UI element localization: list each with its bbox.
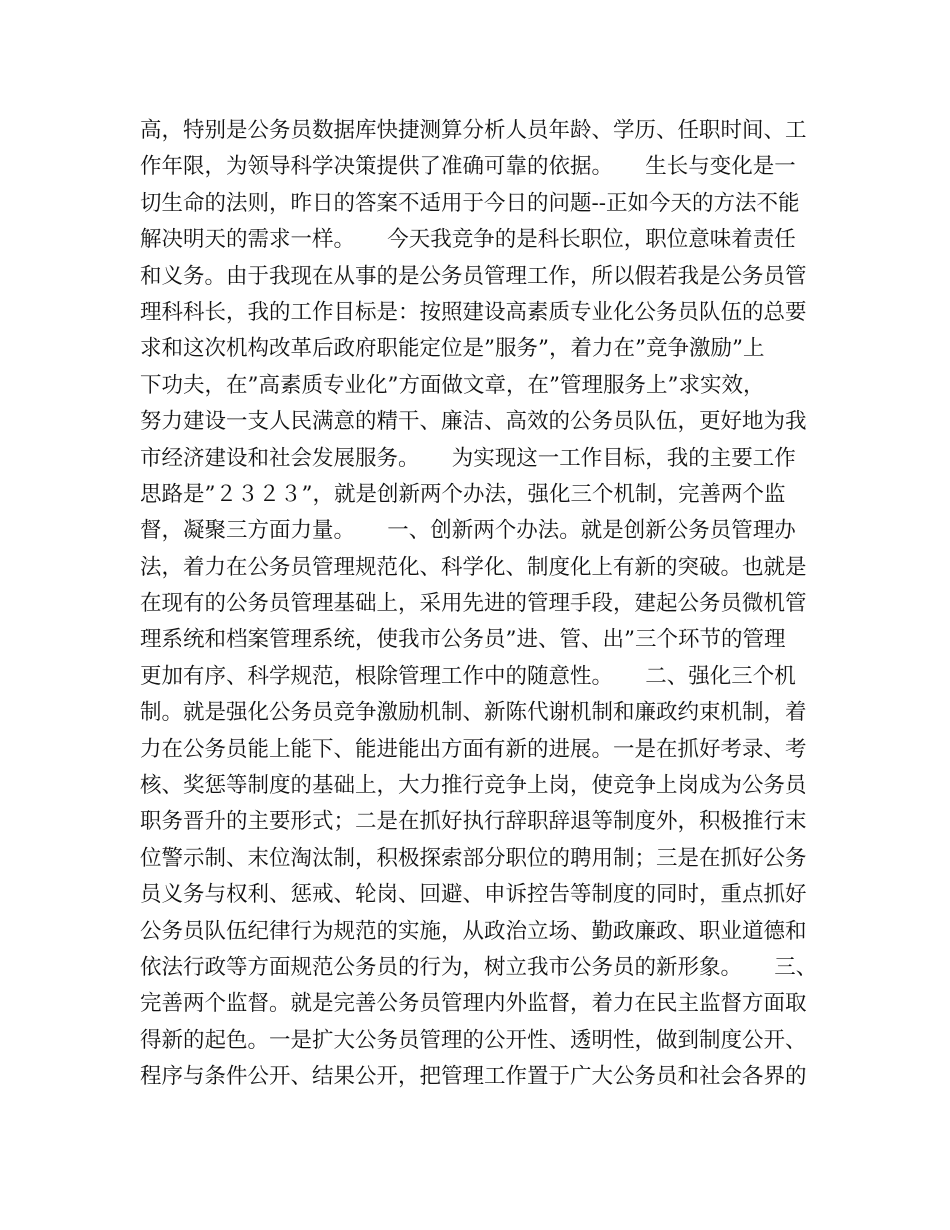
text-line: 完善两个监督。就是完善公务员管理内外监督，着力在民主监督方面取 (140, 991, 807, 1017)
text-line: 理系统和档案管理系统，使我市公务员”进、管、出”三个环节的管理 (140, 627, 786, 653)
text-line: 公务员队伍纪律行为规范的实施，从政治立场、勤政廉政、职业道德和 (140, 918, 807, 944)
text-line: 思路是”２３２３”，就是创新两个办法，强化三个机制，完善两个监 (140, 481, 786, 507)
text-line: 在现有的公务员管理基础上，采用先进的管理手段，建起公务员微机管 (140, 591, 807, 617)
text-line: 解决明天的需求一样。 今天我竞争的是科长职位，职位意味着责任 (140, 227, 796, 253)
text-line: 市经济建设和社会发展服务。 为实现这一工作目标，我的主要工作 (140, 445, 796, 471)
text-line: 员义务与权利、惩戒、轮岗、回避、申诉控告等制度的同时，重点抓好 (140, 882, 807, 908)
text-line: 求和这次机构改革后政府职能定位是”服务”，着力在”竞争激励”上 (140, 336, 765, 362)
text-line: 位警示制、末位淘汰制，积极探索部分职位的聘用制；三是在抓好公务 (140, 845, 807, 871)
text-line: 制。就是强化公务员竞争激励机制、新陈代谢机制和廉政约束机制，着 (140, 700, 807, 726)
text-line: 努力建设一支人民满意的精干、廉洁、高效的公务员队伍，更好地为我 (140, 409, 807, 435)
text-line: 得新的起色。一是扩大公务员管理的公开性、透明性，做到制度公开、 (140, 1027, 807, 1053)
text-line: 力在公务员能上能下、能进能出方面有新的进展。一是在抓好考录、考 (140, 736, 807, 762)
text-line: 核、奖惩等制度的基础上，大力推行竞争上岗，使竞争上岗成为公务员 (140, 773, 807, 799)
text-line: 和义务。由于我现在从事的是公务员管理工作，所以假若我是公务员管 (140, 263, 807, 289)
text-line: 高，特别是公务员数据库快捷测算分析人员年龄、学历、任职时间、工 (140, 118, 807, 143)
text-line: 作年限，为领导科学决策提供了准确可靠的依据。 生长与变化是一 (140, 154, 796, 180)
text-line: 切生命的法则，昨日的答案不适用于今日的问题--正如今天的方法不能 (140, 190, 800, 216)
text-line: 职务晋升的主要形式；二是在抓好执行辞职辞退等制度外，积极推行末 (140, 809, 807, 835)
text-line: 下功夫，在”高素质专业化”方面做文章，在”管理服务上”求实效， (140, 372, 765, 398)
text-line: 法，着力在公务员管理规范化、科学化、制度化上有新的突破。也就是 (140, 554, 807, 580)
text-line: 督，凝聚三方面力量。 一、创新两个办法。就是创新公务员管理办 (140, 518, 796, 544)
text-line: 更加有序、科学规范，根除管理工作中的随意性。 二、强化三个机 (140, 663, 796, 689)
text-line: 依法行政等方面规范公务员的行为，树立我市公务员的新形象。 三、 (140, 954, 818, 980)
text-line: 程序与条件公开、结果公开，把管理工作置于广大公务员和社会各界的 (140, 1064, 807, 1090)
text-line: 理科科长，我的工作目标是：按照建设高素质专业化公务员队伍的总要 (140, 299, 807, 325)
body-text (140, 113, 830, 1096)
